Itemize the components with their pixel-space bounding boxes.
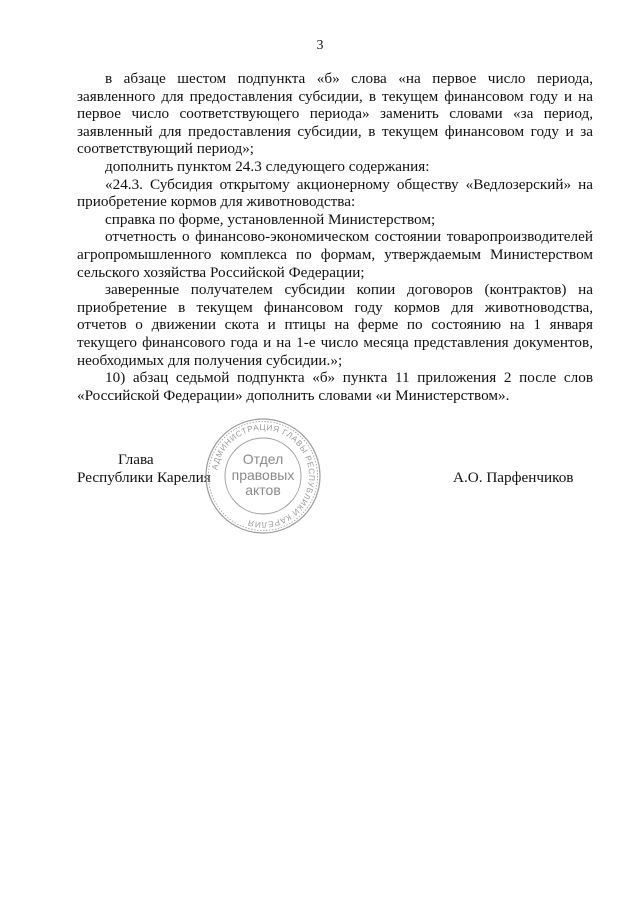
stamp-center-line1: Отдел — [242, 451, 284, 467]
document-body — [77, 70, 593, 404]
official-stamp — [203, 416, 323, 536]
paragraph-contract-copies: заверенные получателем субсидии копии договоров (контрактов) на приобретение в текущем финансовом году кормов для животноводства, отчетов о движении скота и птицы на ферме по состоянию на 1 января текущего финансового года и на 1-е число месяца представления документов, необходимых для получения субсидии.»; — [77, 281, 593, 369]
paragraph-certificate: справка по форме, установленной Министерством; — [105, 210, 436, 228]
paragraph-financial-report: отчетность о финансово-экономическом состоянии товаропроизводителей агропромышленного комплекса по формам, утверждаемым Министерством сельского хозяйства Российской Федерации; — [77, 228, 593, 281]
page-number: 3 — [316, 38, 324, 53]
paragraph-item-10: 10) абзац седьмой подпункта «б» пункта 11 приложения 2 после слов «Российской Федерации» дополнить словами «и Министерством». — [77, 369, 593, 404]
signatory-name: А.О. Парфенчиков — [453, 469, 574, 486]
signatory-title-line2: Республики Карелия — [77, 469, 211, 486]
stamp-center-line3: актов — [245, 482, 281, 498]
stamp-center-line2: правовых — [231, 466, 295, 483]
paragraph-point-24-3-subsidy: «24.3. Субсидия открытому акционерному обществу «Ведлозерский» на приобретение кормов для животноводства: — [77, 175, 593, 211]
signatory-title-line1: Глава — [118, 451, 154, 468]
stamp-center-text — [203, 452, 323, 499]
signatory-title — [77, 451, 211, 487]
stamp-ring-text: АДМИНИСТРАЦИЯ ГЛАВЫ РЕСПУБЛИКИ КАРЕЛИЯ — [210, 422, 317, 530]
paragraph-add-point-24-3: дополнить пунктом 24.3 следующего содержания: — [105, 157, 430, 175]
paragraph-subparagraph-b-amendment: в абзаце шестом подпункта «б» слова «на первое число периода, заявленного для предоставления субсидии, в текущем финансовом году и на первое число соответствующего периода» заменить словами «за период, заявленный для предоставления субсидии, в текущем финансовом году и за соответствующий период»; — [77, 70, 593, 158]
